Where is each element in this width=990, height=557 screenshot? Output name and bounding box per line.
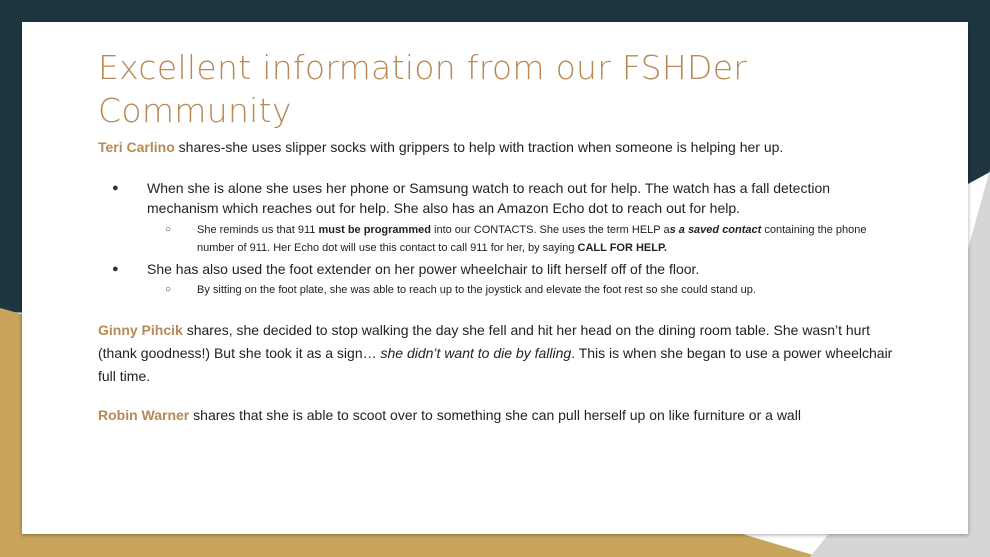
bullet-ring-icon: ○ <box>165 224 172 235</box>
teri-name: Teri Carlino <box>98 139 175 155</box>
bullet-dot-icon: ● <box>112 182 119 194</box>
ginny-paragraph: Ginny Pihcik shares, she decided to stop walking the day she fell and hit her head on the dining room table. She wasn’t hurt (thank goodness!) But she took it as a sign… she didn’t want to die by falling. This is when she began to use a power wheelchair full time. <box>98 322 893 384</box>
robin-paragraph <box>98 404 898 427</box>
robin-name: Robin Warner <box>98 407 190 423</box>
teri-paragraph <box>98 136 898 159</box>
robin-text: shares that she is able to scoot over to something she can pull herself up on like furniture or a wall <box>189 407 801 423</box>
list-item <box>98 221 898 257</box>
bullet-text: She has also used the foot extender on her power wheelchair to lift herself off of the floor. <box>147 261 700 277</box>
slide-title: Excellent information from our FSHDer Community <box>98 48 748 130</box>
bullet-dot-icon: ● <box>112 263 119 275</box>
list-item <box>98 259 898 279</box>
slide <box>22 22 968 534</box>
sub-bullet-text: She reminds us that 911 must be programmed into our CONTACTS. She uses the term HELP as a saved contact containing the phone number of 911. Her Echo dot will use this contact to call 911 for her, by saying CALL FOR HELP. <box>197 224 867 254</box>
teri-bullet-list <box>98 178 898 299</box>
bullet-text: When she is alone she uses her phone or Samsung watch to reach out for help. The watch has a fall detection mechanism which reaches out for help. She also has an Amazon Echo dot to reach out for help. <box>147 180 831 216</box>
sub-bullet-text: By sitting on the foot plate, she was able to reach up to the joystick and elevate the foot rest so she could stand up. <box>197 284 756 296</box>
bullet-ring-icon: ○ <box>165 284 172 295</box>
list-item <box>98 281 898 299</box>
list-item <box>98 178 898 218</box>
teri-text: shares-she uses slipper socks with grippers to help with traction when someone is helping her up. <box>174 139 784 155</box>
ginny-name: Ginny Pihcik <box>98 322 183 338</box>
